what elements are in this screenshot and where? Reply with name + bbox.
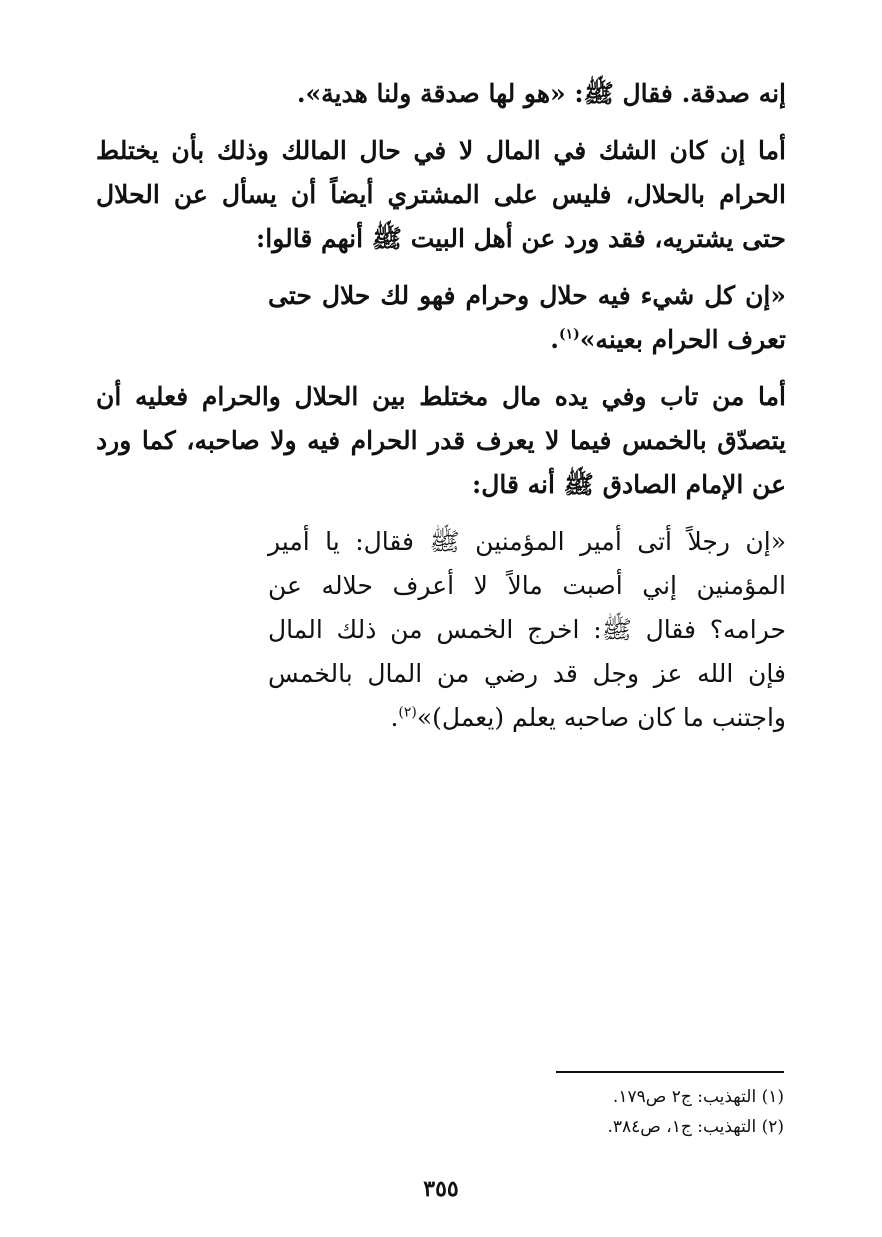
footnote-1-number: (١) [761, 1087, 784, 1107]
quote-1-end: . [550, 325, 560, 354]
footnote-ref-1: (١) [559, 326, 580, 343]
body-text [96, 72, 786, 753]
page-number: ٣٥٥ [423, 1176, 459, 1202]
paragraph-1: إنه صدقة. فقال ﷺ: «هو لها صدقة ولنا هدية». [296, 79, 786, 108]
quote-2 [268, 520, 786, 740]
quote-1 [268, 274, 786, 362]
quote-1-text: «إن كل شيء فيه حلال وحرام فهو لك حلال حتى تعرف الحرام بعينه» [268, 281, 786, 354]
quote-2-end: . [390, 703, 399, 732]
footnote-2-number: (٢) [761, 1117, 784, 1137]
paragraph-2: أما إن كان الشك في المال لا في حال المالك وذلك بأن يختلط الحرام بالحلال، فليس على المشتري أيضاً أن يسأل عن الحلال حتى يشتريه، فقد ورد عن أهل البيت ﷺ أنهم قالوا: [96, 136, 786, 253]
footnote-1-text: التهذيب: ج٢ ص١٧٩. [612, 1087, 757, 1107]
footnote-separator [556, 1071, 784, 1073]
footnote-2 [484, 1112, 784, 1142]
paragraph-3: أما من تاب وفي يده مال مختلط بين الحلال والحرام فعليه أن يتصدّق بالخمس فيما لا يعرف قدر الحرام فيه ولا صاحبه، كما ورد عن الإمام الصادق ﷺ أنه قال: [96, 382, 786, 499]
footnotes [484, 1082, 784, 1142]
quote-2-text: «إن رجلاً أتى أمير المؤمنين ﷺ فقال: يا أمير المؤمنين إني أصبت مالاً لا أعرف حلاله عن حرامه؟ فقال ﷺ: اخرج الخمس من ذلك المال فإن الله عز وجل قد رضي من المال بالخمس واجتنب ما كان صاحبه يعلم (يعمل)» [268, 527, 786, 732]
footnote-2-text: التهذيب: ج١، ص٣٨٤. [607, 1117, 757, 1137]
footnote-1 [484, 1082, 784, 1112]
footnote-ref-2: (٢) [398, 704, 417, 721]
